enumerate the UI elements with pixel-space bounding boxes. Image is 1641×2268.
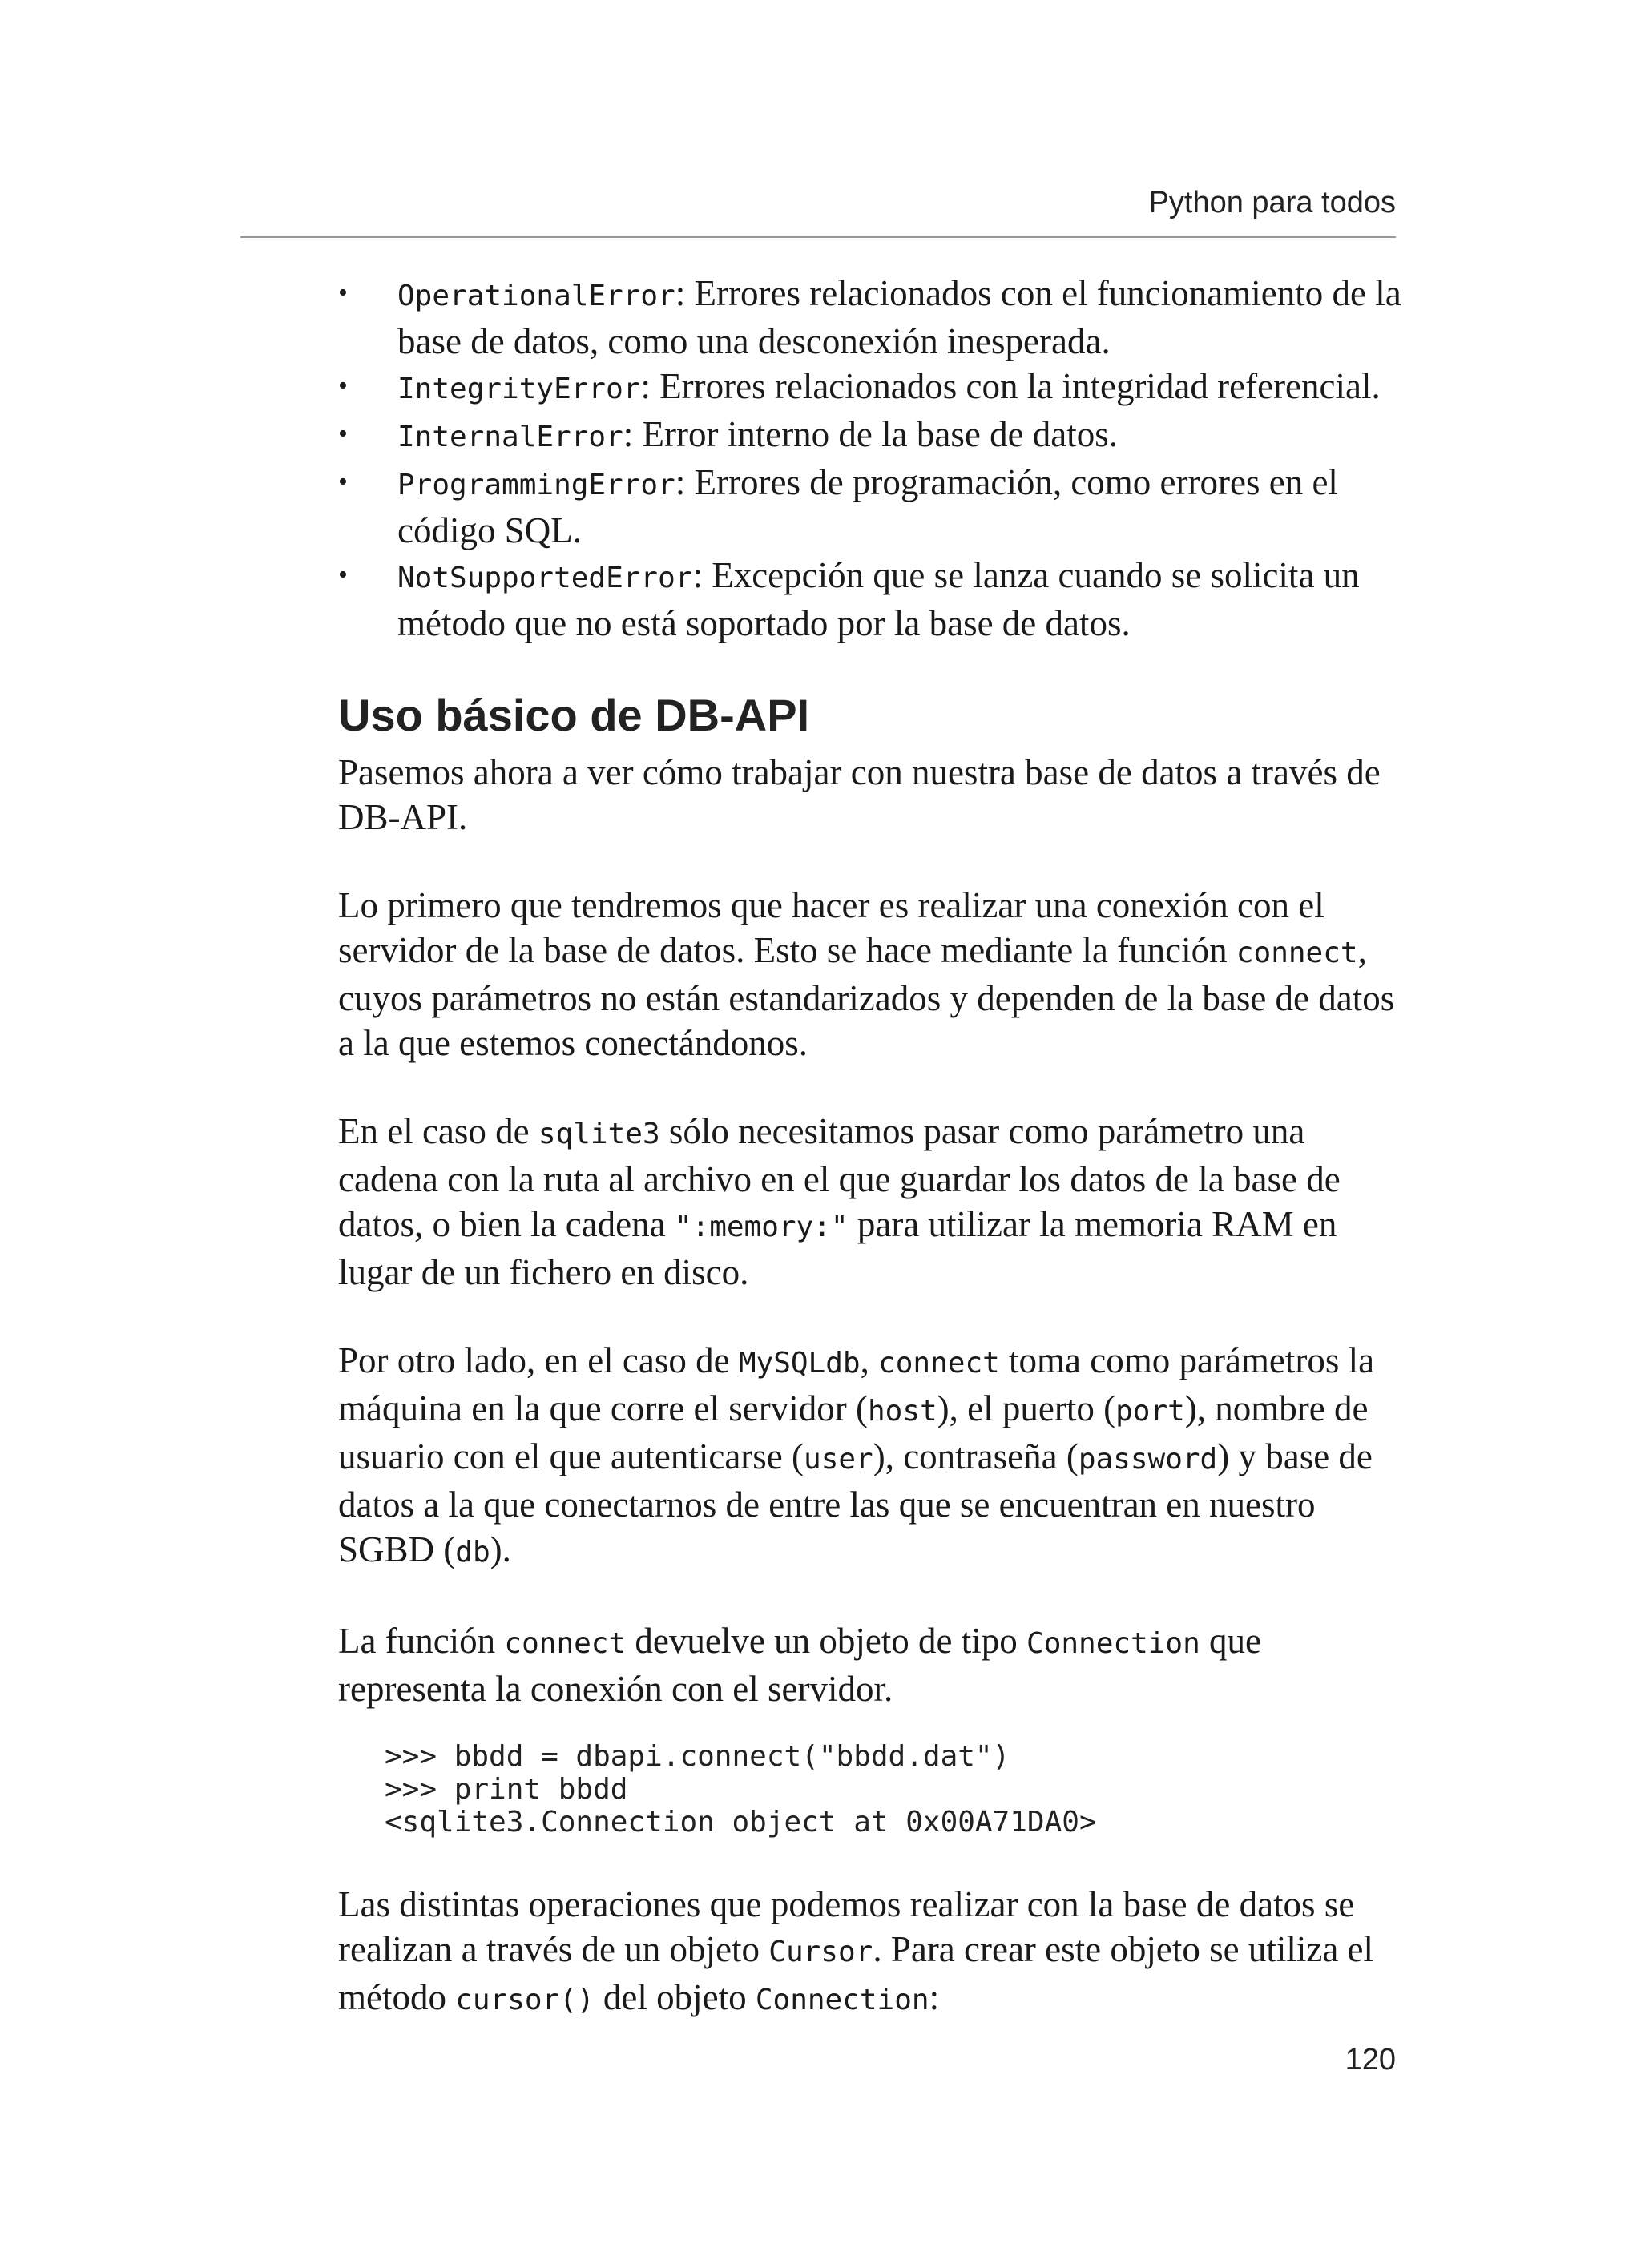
section-heading: Uso básico de DB-API xyxy=(338,690,810,740)
bullet-icon: • xyxy=(338,560,348,590)
bullet-icon: • xyxy=(338,419,348,449)
inline-code: connect xyxy=(878,1347,1000,1380)
inline-code: db xyxy=(455,1536,490,1569)
inline-code: MySQLdb xyxy=(738,1347,861,1380)
bullet-icon: • xyxy=(338,467,348,497)
bullet-icon: • xyxy=(338,278,348,308)
paragraph-text: sólo necesitamos pasar como parámetro una cadena con la ruta al archivo en el que guardar los datos de la base de datos, o bien la cadena xyxy=(338,1111,1341,1244)
inline-code: user xyxy=(804,1443,873,1476)
paragraph-text: , cuyos parámetros no están estandarizados y dependen de la base de datos a la que estemos conectándonos. xyxy=(338,930,1395,1063)
inline-code: InternalError xyxy=(397,421,623,453)
inline-code: OperationalError xyxy=(397,280,675,312)
paragraph-text: ). xyxy=(490,1529,511,1569)
code-example: >>> bbdd = dbapi.connect("bbdd.dat") >>> print bbdd <sqlite3.Connection object at 0x00A71DA0> xyxy=(385,1740,1097,1839)
list-item-text: : Errores de programación, como errores en el código SQL. xyxy=(397,462,1338,550)
inline-code: connect xyxy=(504,1627,627,1660)
paragraph-connection xyxy=(338,883,1404,1066)
paragraph-text: La función xyxy=(338,1621,505,1661)
inline-code: ProgrammingError xyxy=(397,469,675,502)
paragraph-text: En el caso de xyxy=(338,1111,538,1151)
running-header: Python para todos xyxy=(1148,186,1396,220)
paragraph-text: ) y base de datos a la que conectarnos de entre las que se encuentran en nuestro SGBD ( xyxy=(338,1436,1373,1569)
paragraph-text: del objeto xyxy=(594,1977,756,2017)
paragraph-connect-return xyxy=(338,1618,1404,1711)
list-item xyxy=(338,364,1404,412)
inline-code: cursor() xyxy=(455,1984,595,2016)
paragraph-text: Las distintas operaciones que podemos realizar con la base de datos se realizan a través de un objeto xyxy=(338,1884,1355,1969)
paragraph-intro: Pasemos ahora a ver cómo trabajar con nuestra base de datos a través de DB-API. xyxy=(338,752,1381,837)
list-item-text: : Excepción que se lanza cuando se solicita un método que no está soportado por la base de datos. xyxy=(397,555,1360,643)
paragraph-text: toma como parámetros la máquina en la que corre el servidor ( xyxy=(338,1340,1375,1428)
paragraph-text: , xyxy=(860,1340,879,1380)
inline-code: NotSupportedError xyxy=(397,562,693,594)
inline-code: password xyxy=(1078,1443,1218,1476)
paragraph-mysql xyxy=(338,1338,1404,1575)
paragraph-cursor xyxy=(338,1882,1404,2023)
paragraph-text: Por otro lado, en el caso de xyxy=(338,1340,739,1380)
inline-code: Connection xyxy=(1026,1627,1200,1660)
bullet-icon: • xyxy=(338,371,348,401)
list-item-text: : Errores relacionados con el funcionamiento de la base de datos, como una desconexión inesperada. xyxy=(397,273,1401,361)
header-divider xyxy=(240,236,1396,238)
paragraph-text: que representa la conexión con el servidor. xyxy=(338,1621,1262,1709)
inline-code: ":memory:" xyxy=(674,1211,849,1243)
list-item xyxy=(338,460,1404,553)
paragraph-text: Lo primero que tendremos que hacer es realizar una conexión con el servidor de la base de datos. Esto se hace mediante la función xyxy=(338,885,1324,970)
paragraph-text: ), contraseña ( xyxy=(873,1436,1079,1476)
paragraph-text: ), el puerto ( xyxy=(937,1388,1116,1428)
paragraph-text: : xyxy=(929,1977,940,2017)
inline-code: sqlite3 xyxy=(538,1118,660,1150)
list-item xyxy=(338,412,1404,460)
list-item xyxy=(338,553,1404,646)
list-item xyxy=(338,271,1404,364)
list-item-text: : Error interno de la base de datos. xyxy=(623,414,1119,454)
paragraph-text: ), nombre de usuario con el que autenticarse ( xyxy=(338,1388,1369,1476)
paragraph-sqlite xyxy=(338,1109,1404,1295)
page-body xyxy=(338,271,1404,2066)
paragraph-text: devuelve un objeto de tipo xyxy=(626,1621,1027,1661)
inline-code: Connection xyxy=(755,1984,929,2016)
page-number: 120 xyxy=(1345,2043,1396,2077)
inline-code: IntegrityError xyxy=(397,373,641,405)
inline-code: port xyxy=(1115,1395,1185,1428)
paragraph-text: para utilizar la memoria RAM en lugar de un fichero en disco. xyxy=(338,1204,1337,1292)
inline-code: Cursor xyxy=(768,1936,873,1968)
inline-code: connect xyxy=(1236,937,1358,969)
paragraph-text: . Para crear este objeto se utiliza el método xyxy=(338,1929,1374,2017)
inline-code: host xyxy=(867,1395,937,1428)
error-types-list xyxy=(338,271,1404,646)
list-item-text: : Errores relacionados con la integridad referencial. xyxy=(640,366,1381,406)
